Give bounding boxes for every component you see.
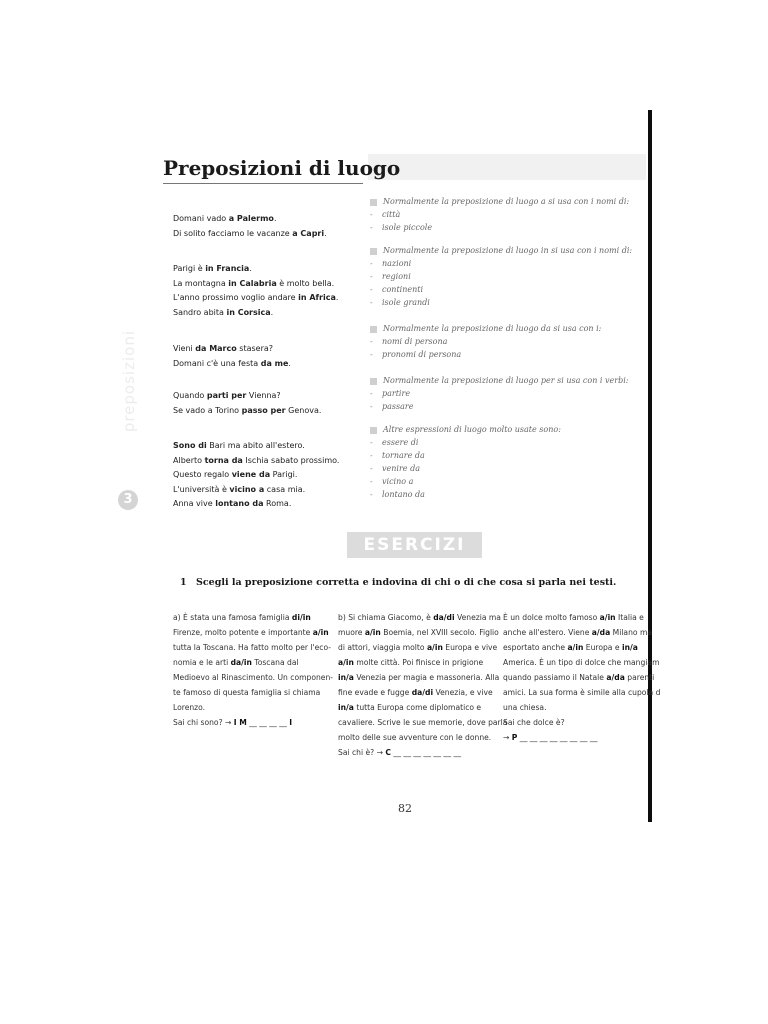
example-sentence — [173, 212, 363, 227]
dash-bullet-icon: - — [370, 272, 373, 281]
text-run: è molto bella. — [276, 278, 335, 288]
example-sentences — [173, 389, 363, 418]
text-run: Parigi è — [173, 264, 206, 273]
rule-heading-text: Altre espressioni di luogo molto usate sono: — [383, 425, 561, 434]
text-run: È un dolce molto famoso — [503, 613, 600, 622]
text-run: Lorenzo. — [173, 703, 206, 712]
text-run: . — [273, 214, 277, 223]
bold-text: a/da — [591, 628, 611, 637]
text-run: te famoso di questa famiglia si chiama — [173, 688, 321, 697]
text-run: molte città. Poi finisce in prigione — [353, 658, 484, 667]
rule-heading — [370, 423, 646, 436]
text-run: muore — [338, 628, 365, 637]
rule-item — [370, 488, 646, 501]
text-run: Venezia, e vive — [433, 688, 493, 697]
text-run: . — [324, 228, 327, 238]
dash-bullet-icon: - — [370, 464, 373, 473]
example-sentence — [173, 468, 363, 483]
exercise-number: 1 — [180, 577, 187, 588]
text-run: Roma. — [263, 499, 292, 508]
exercise-line — [338, 655, 507, 670]
bold-text: passo per — [241, 405, 286, 415]
example-sentences — [173, 342, 363, 371]
text-run: Sandro abita — [173, 307, 227, 317]
rule-item-text: isole piccole — [382, 223, 433, 232]
dash-bullet-icon: - — [370, 210, 373, 219]
text-run: Boemia, nel XVIII secolo. Figlio — [380, 628, 499, 637]
chapter-side-tab — [118, 310, 140, 520]
rule-heading-text: Normalmente la preposizione di luogo da si usa con i: — [383, 324, 602, 333]
bold-text: in/a — [338, 703, 354, 712]
grammar-rule — [370, 423, 646, 501]
rule-item — [370, 348, 646, 361]
exercise-line — [173, 670, 333, 685]
text-run: L'università è — [173, 484, 230, 494]
exercise-line — [338, 730, 507, 745]
rule-item — [370, 400, 646, 413]
example-sentence — [173, 227, 363, 242]
bold-text: a/in — [567, 643, 584, 652]
title-underline — [163, 183, 363, 184]
title-shaded-band — [368, 154, 646, 180]
exercises-banner-label: ESERCIZI — [363, 535, 466, 555]
text-run: Vienna? — [246, 391, 281, 400]
dash-bullet-icon: - — [370, 389, 373, 398]
side-tab-label: preposizioni — [120, 330, 138, 433]
text-run: . — [249, 264, 252, 273]
grammar-rule — [370, 195, 646, 234]
text-run: Genova. — [285, 405, 322, 415]
text-run: Ischia sabato prossimo. — [242, 455, 340, 465]
exercise-line — [503, 700, 660, 715]
text-run: Vieni — [173, 344, 196, 353]
text-run: parenti — [624, 673, 655, 682]
text-run: Europa e vive — [442, 643, 498, 652]
bold-text: a/in — [312, 628, 329, 637]
rule-item-text: città — [382, 210, 401, 219]
bold-text: di/in — [291, 613, 311, 622]
dash-bullet-icon: - — [370, 350, 373, 359]
text-run: Firenze, molto potente e importante — [173, 628, 313, 637]
example-sentence — [173, 483, 363, 498]
rule-heading-text: Normalmente la preposizione di luogo a si usa con i nomi di: — [383, 197, 630, 206]
text-run: Venezia ma — [454, 613, 501, 622]
example-sentence — [173, 342, 363, 357]
bold-text: lontano da — [215, 499, 264, 508]
exercise-line — [173, 640, 333, 655]
page-title: Preposizioni di luogo — [163, 156, 401, 180]
dash-bullet-icon: - — [370, 298, 373, 307]
text-run: a) È stata una famosa famiglia — [173, 613, 292, 622]
text-run: esportato anche — [503, 643, 568, 652]
exercise-line — [173, 610, 333, 625]
rule-item-text: lontano da — [382, 490, 425, 499]
dash-bullet-icon: - — [370, 285, 373, 294]
text-run: America. È un tipo di dolce che mangiam — [503, 658, 660, 667]
example-sentence — [173, 389, 363, 404]
side-tab-number: 3 — [118, 490, 138, 510]
text-run: Parigi. — [270, 470, 298, 479]
bold-text: a/in — [599, 613, 616, 622]
bold-text: I — [289, 718, 293, 727]
exercise-line — [338, 610, 507, 625]
rule-item — [370, 335, 646, 348]
text-run: . — [335, 293, 339, 302]
bold-text: I M — [233, 718, 247, 727]
bold-text: in Africa — [298, 293, 336, 302]
text-run: tutta Europa come diplomatico e — [353, 703, 482, 712]
text-run: Domani vado — [173, 214, 229, 223]
text-run: tutta la Toscana. Ha fatto molto per l'eco- — [173, 643, 331, 652]
exercise-instruction — [180, 577, 616, 588]
dash-bullet-icon: - — [370, 402, 373, 411]
bold-text: a Capri — [292, 228, 325, 238]
example-sentence — [173, 262, 363, 277]
rule-item — [370, 257, 646, 270]
text-run: . — [288, 358, 291, 368]
rule-item-text: continenti — [382, 285, 424, 294]
dash-bullet-icon: - — [370, 451, 373, 460]
exercise-line — [503, 730, 660, 745]
rule-heading-text: Normalmente la preposizione di luogo per si usa con i verbi: — [383, 376, 629, 385]
exercise-line — [338, 715, 507, 730]
rule-item — [370, 221, 646, 234]
text-run: fine evade e fugge — [338, 688, 412, 697]
text-run: Medioevo al Rinascimento. Un componen- — [173, 673, 334, 682]
exercise-text-column — [338, 610, 507, 760]
example-sentence — [173, 306, 363, 321]
bold-text: viene da — [231, 470, 271, 479]
bold-text: a Palermo — [228, 214, 274, 223]
exercise-line — [338, 640, 507, 655]
text-run: __ __ __ __ — [246, 718, 290, 727]
example-sentence — [173, 439, 363, 454]
exercise-line — [338, 700, 507, 715]
grammar-rule — [370, 322, 646, 361]
text-run: stasera? — [236, 344, 274, 353]
rule-item — [370, 270, 646, 283]
text-run: anche all'estero. Viene — [503, 628, 592, 637]
rule-item-text: regioni — [382, 272, 411, 281]
text-run: Domani c'è una festa — [173, 358, 261, 368]
exercise-line — [173, 685, 333, 700]
text-run: Bari ma abito all'estero. — [206, 441, 305, 450]
exercise-line — [503, 640, 660, 655]
rule-item-text: nomi di persona — [382, 337, 448, 346]
bullet-square-icon — [370, 326, 377, 333]
bold-text: torna da — [204, 455, 243, 465]
text-run: di attori, viaggia molto — [338, 643, 427, 652]
text-run: Sai chi è? → — [338, 748, 386, 757]
text-run: casa mia. — [264, 484, 306, 494]
bold-text: a/in — [338, 658, 354, 667]
rule-heading — [370, 322, 646, 335]
exercise-line — [338, 685, 507, 700]
text-run: una chiesa. — [503, 703, 547, 712]
text-run: Quando — [173, 391, 207, 400]
text-run: Questo regalo — [173, 470, 232, 479]
text-run: Europa e — [583, 643, 622, 652]
dash-bullet-icon: - — [370, 438, 373, 447]
rule-item-text: tornare da — [382, 451, 425, 460]
bold-text: in Calabria — [228, 278, 277, 288]
exercise-text-column — [173, 610, 333, 730]
text-run: Sai che dolce è? — [503, 718, 565, 727]
text-run: Anna vive — [173, 499, 216, 508]
rule-item — [370, 436, 646, 449]
rule-heading — [370, 195, 646, 208]
bold-text: in/a — [338, 673, 354, 682]
bold-text: a/da — [606, 673, 625, 682]
text-run: Milano ma — [610, 628, 653, 637]
bullet-square-icon — [370, 378, 377, 385]
rule-item-text: passare — [382, 402, 414, 411]
dash-bullet-icon: - — [370, 337, 373, 346]
text-run: __ __ __ __ __ __ __ — [390, 748, 462, 757]
exercises-banner — [347, 532, 482, 558]
text-run: → — [503, 733, 512, 742]
bold-text: P — [511, 733, 518, 742]
rule-item — [370, 462, 646, 475]
bold-text: a/in — [364, 628, 381, 637]
rule-item — [370, 449, 646, 462]
text-run: Toscana dal — [251, 658, 299, 667]
bold-text: da/di — [411, 688, 434, 697]
bold-text: Sono di — [173, 441, 207, 450]
exercise-line — [173, 715, 333, 730]
exercise-line — [503, 625, 660, 640]
bold-text: da me — [260, 358, 289, 368]
bold-text: in/a — [621, 643, 638, 652]
text-run: nomia e le arti — [173, 658, 231, 667]
exercise-line — [503, 685, 660, 700]
dash-bullet-icon: - — [370, 477, 373, 486]
text-run: Di solito facciamo le vacanze — [173, 228, 293, 238]
bullet-square-icon — [370, 427, 377, 434]
exercise-line — [338, 625, 507, 640]
text-run: La montagna — [173, 278, 229, 288]
rule-item-text: nazioni — [382, 259, 412, 268]
text-run: cavaliere. Scrive le sue memorie, dove parla — [338, 718, 508, 727]
rule-heading — [370, 244, 646, 257]
example-sentence — [173, 497, 363, 512]
bold-text: C — [385, 748, 391, 757]
exercise-line — [503, 715, 660, 730]
text-run: molto delle sue avventure con le donne. — [338, 733, 492, 742]
page-number: 82 — [398, 802, 412, 815]
text-run: Sai chi sono? → — [173, 718, 234, 727]
exercise-line — [503, 670, 660, 685]
example-sentences — [173, 439, 363, 512]
bullet-square-icon — [370, 248, 377, 255]
text-run: L'anno prossimo voglio andare — [173, 293, 299, 302]
rule-item — [370, 296, 646, 309]
bold-text: da/di — [433, 613, 455, 622]
rule-item — [370, 283, 646, 296]
exercise-line — [338, 670, 507, 685]
text-run: Venezia per magia e massoneria. Alla — [353, 673, 500, 682]
bold-text: in Francia — [205, 264, 250, 273]
example-sentences — [173, 212, 363, 241]
rule-item — [370, 387, 646, 400]
grammar-rule — [370, 244, 646, 309]
dash-bullet-icon: - — [370, 259, 373, 268]
rule-heading-text: Normalmente la preposizione di luogo in si usa con i nomi di: — [383, 246, 633, 255]
example-sentence — [173, 357, 363, 372]
rule-item — [370, 208, 646, 221]
exercise-line — [503, 655, 660, 670]
bold-text: a/in — [426, 643, 443, 652]
bold-text: da Marco — [195, 344, 237, 353]
rule-item-text: venire da — [382, 464, 420, 473]
exercise-instruction-text: Scegli la preposizione corretta e indovina di chi o di che cosa si parla nei testi. — [196, 577, 617, 588]
rule-item-text: pronomi di persona — [382, 350, 462, 359]
example-sentence — [173, 291, 363, 306]
rule-item-text: vicino a — [382, 477, 414, 486]
text-run: __ __ __ __ __ __ __ __ — [517, 733, 598, 742]
text-run: Se vado a Torino — [173, 405, 242, 415]
exercise-text-column — [503, 610, 660, 745]
example-sentence — [173, 454, 363, 469]
rule-item-text: essere di — [382, 438, 419, 447]
grammar-rule — [370, 374, 646, 413]
dash-bullet-icon: - — [370, 223, 373, 232]
example-sentence — [173, 277, 363, 292]
bullet-square-icon — [370, 199, 377, 206]
example-sentences — [173, 262, 363, 320]
rule-item — [370, 475, 646, 488]
text-run: b) Si chiama Giacomo, è — [338, 613, 434, 622]
bold-text: in Corsica — [226, 307, 271, 317]
rule-item-text: partire — [382, 389, 411, 398]
text-run: Italia e — [615, 613, 644, 622]
exercise-line — [173, 700, 333, 715]
bold-text: vicino a — [229, 484, 265, 494]
exercise-line — [173, 625, 333, 640]
exercise-line — [503, 610, 660, 625]
text-run: amici. La sua forma è simile alla cupola d — [503, 688, 661, 697]
example-sentence — [173, 404, 363, 419]
text-run: quando passiamo il Natale — [503, 673, 607, 682]
text-run: Alberto — [173, 455, 205, 465]
dash-bullet-icon: - — [370, 490, 373, 499]
rule-item-text: isole grandi — [382, 298, 430, 307]
exercise-line — [173, 655, 333, 670]
rule-heading — [370, 374, 646, 387]
exercise-line — [338, 745, 507, 760]
text-run: . — [270, 307, 274, 317]
bold-text: da/in — [230, 658, 252, 667]
bold-text: parti per — [206, 391, 247, 400]
